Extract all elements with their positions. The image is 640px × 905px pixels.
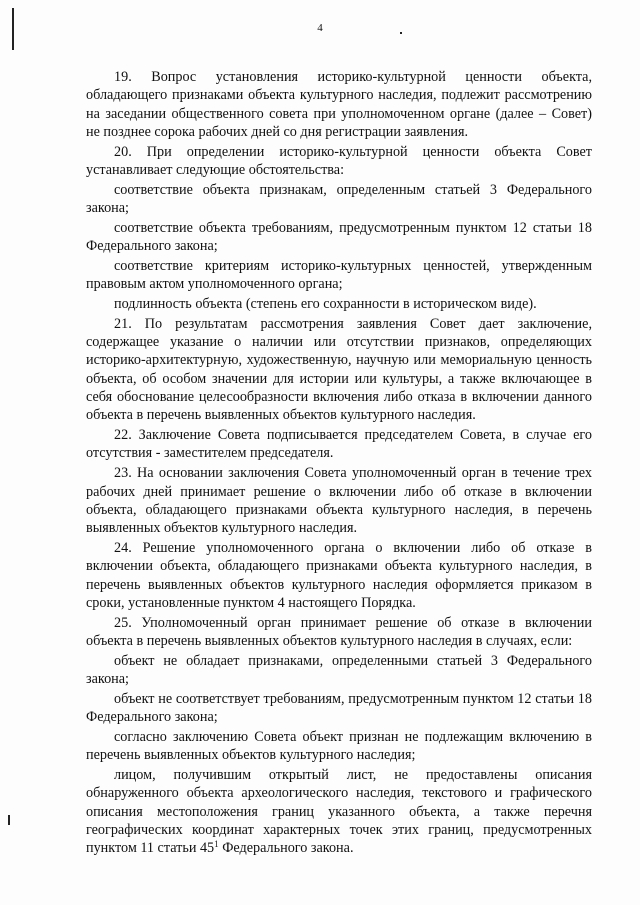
paragraph-20: 20. При определении историко-культурной ценности объекта Совет устанавливает следующие обстоятельства: [86, 143, 592, 178]
article-superscript: 1 [214, 839, 219, 850]
document-body [86, 68, 592, 859]
paragraph-21: 21. По результатам рассмотрения заявления Совет дает заключение, содержащее указание о наличии или отсутствии признаков, определяющих историко-архитектурную, художественную, научную или мемориальную ценность объекта, об особом значении для истории или культуры, а также включающее в себя обоснование целесообразности включения либо отказа в включении данного объекта в перечень выявленных объектов культурного наследия. [86, 315, 592, 424]
paragraph-20-item-4: подлинность объекта (степень его сохранности в историческом виде). [114, 296, 537, 313]
paragraph-25-item-1: объект не обладает признаками, определенными статьей 3 Федерального закона; [86, 652, 592, 687]
paragraph-25-item-4-tail: Федерального закона. [218, 840, 354, 857]
paragraph-22: 22. Заключение Совета подписывается председателем Совета, в случае его отсутствия - заместителем председателя. [86, 427, 592, 462]
page-number: 4 [317, 22, 323, 34]
paragraph-23: 23. На основании заключения Совета уполномоченный орган в течение трех рабочих дней принимает решение о включении либо об отказе в включении объекта, обладающего признаками объекта культурного наследия, в перечень выявленных объектов культурного наследия. [86, 465, 592, 537]
paragraph-19: 19. Вопрос установления историко-культурной ценности объекта, обладающего признаками объекта культурного наследия, подлежит рассмотрению на заседании общественного совета при уполномоченном органе (далее – Совет) не позднее сорока рабочих дней со дня регистрации заявления. [86, 69, 592, 140]
paragraph-24: 24. Решение уполномоченного органа о включении либо об отказе в включении объекта, обладающего признаками объекта культурного наследия, в перечень выявленных объектов культурного наследия оформляется приказом в сроки, установленные пунктом 4 настоящего Порядка. [86, 539, 592, 611]
paragraph-25-item-3: согласно заключению Совета объект признан не подлежащим включению в перечень выявленных объектов культурного наследия; [86, 728, 592, 764]
scan-edge-mark [8, 815, 10, 825]
paragraph-25-item-4 [86, 766, 592, 857]
paragraph-20-item-2: соответствие объекта требованиям, предусмотренным пунктом 12 статьи 18 Федерального закона; [86, 219, 592, 255]
paragraph-20-item-3: соответствие критериям историко-культурных ценностей, утвержденным правовым актом уполномоченного органа; [86, 257, 592, 293]
paragraph-25-item-4-text: лицом, получившим открытый лист, не предоставлены описания обнаруженного объекта археологического наследия, текстового и графического описания местоположения границ указанного объекта, а также перечня географических координат характерных точек этих границ, предусмотренных пунктом 11 статьи 45 [86, 766, 592, 857]
paragraph-20-item-1: соответствие объекта признакам, определенным статьей 3 Федерального закона; [86, 181, 592, 217]
paragraph-25: 25. Уполномоченный орган принимает решение об отказе в включении объекта в перечень выявленных объектов культурного наследия в случаях, если: [86, 614, 592, 649]
paragraph-25-item-2: объект не соответствует требованиям, предусмотренным пунктом 12 статьи 18 Федерального закона; [86, 690, 592, 726]
